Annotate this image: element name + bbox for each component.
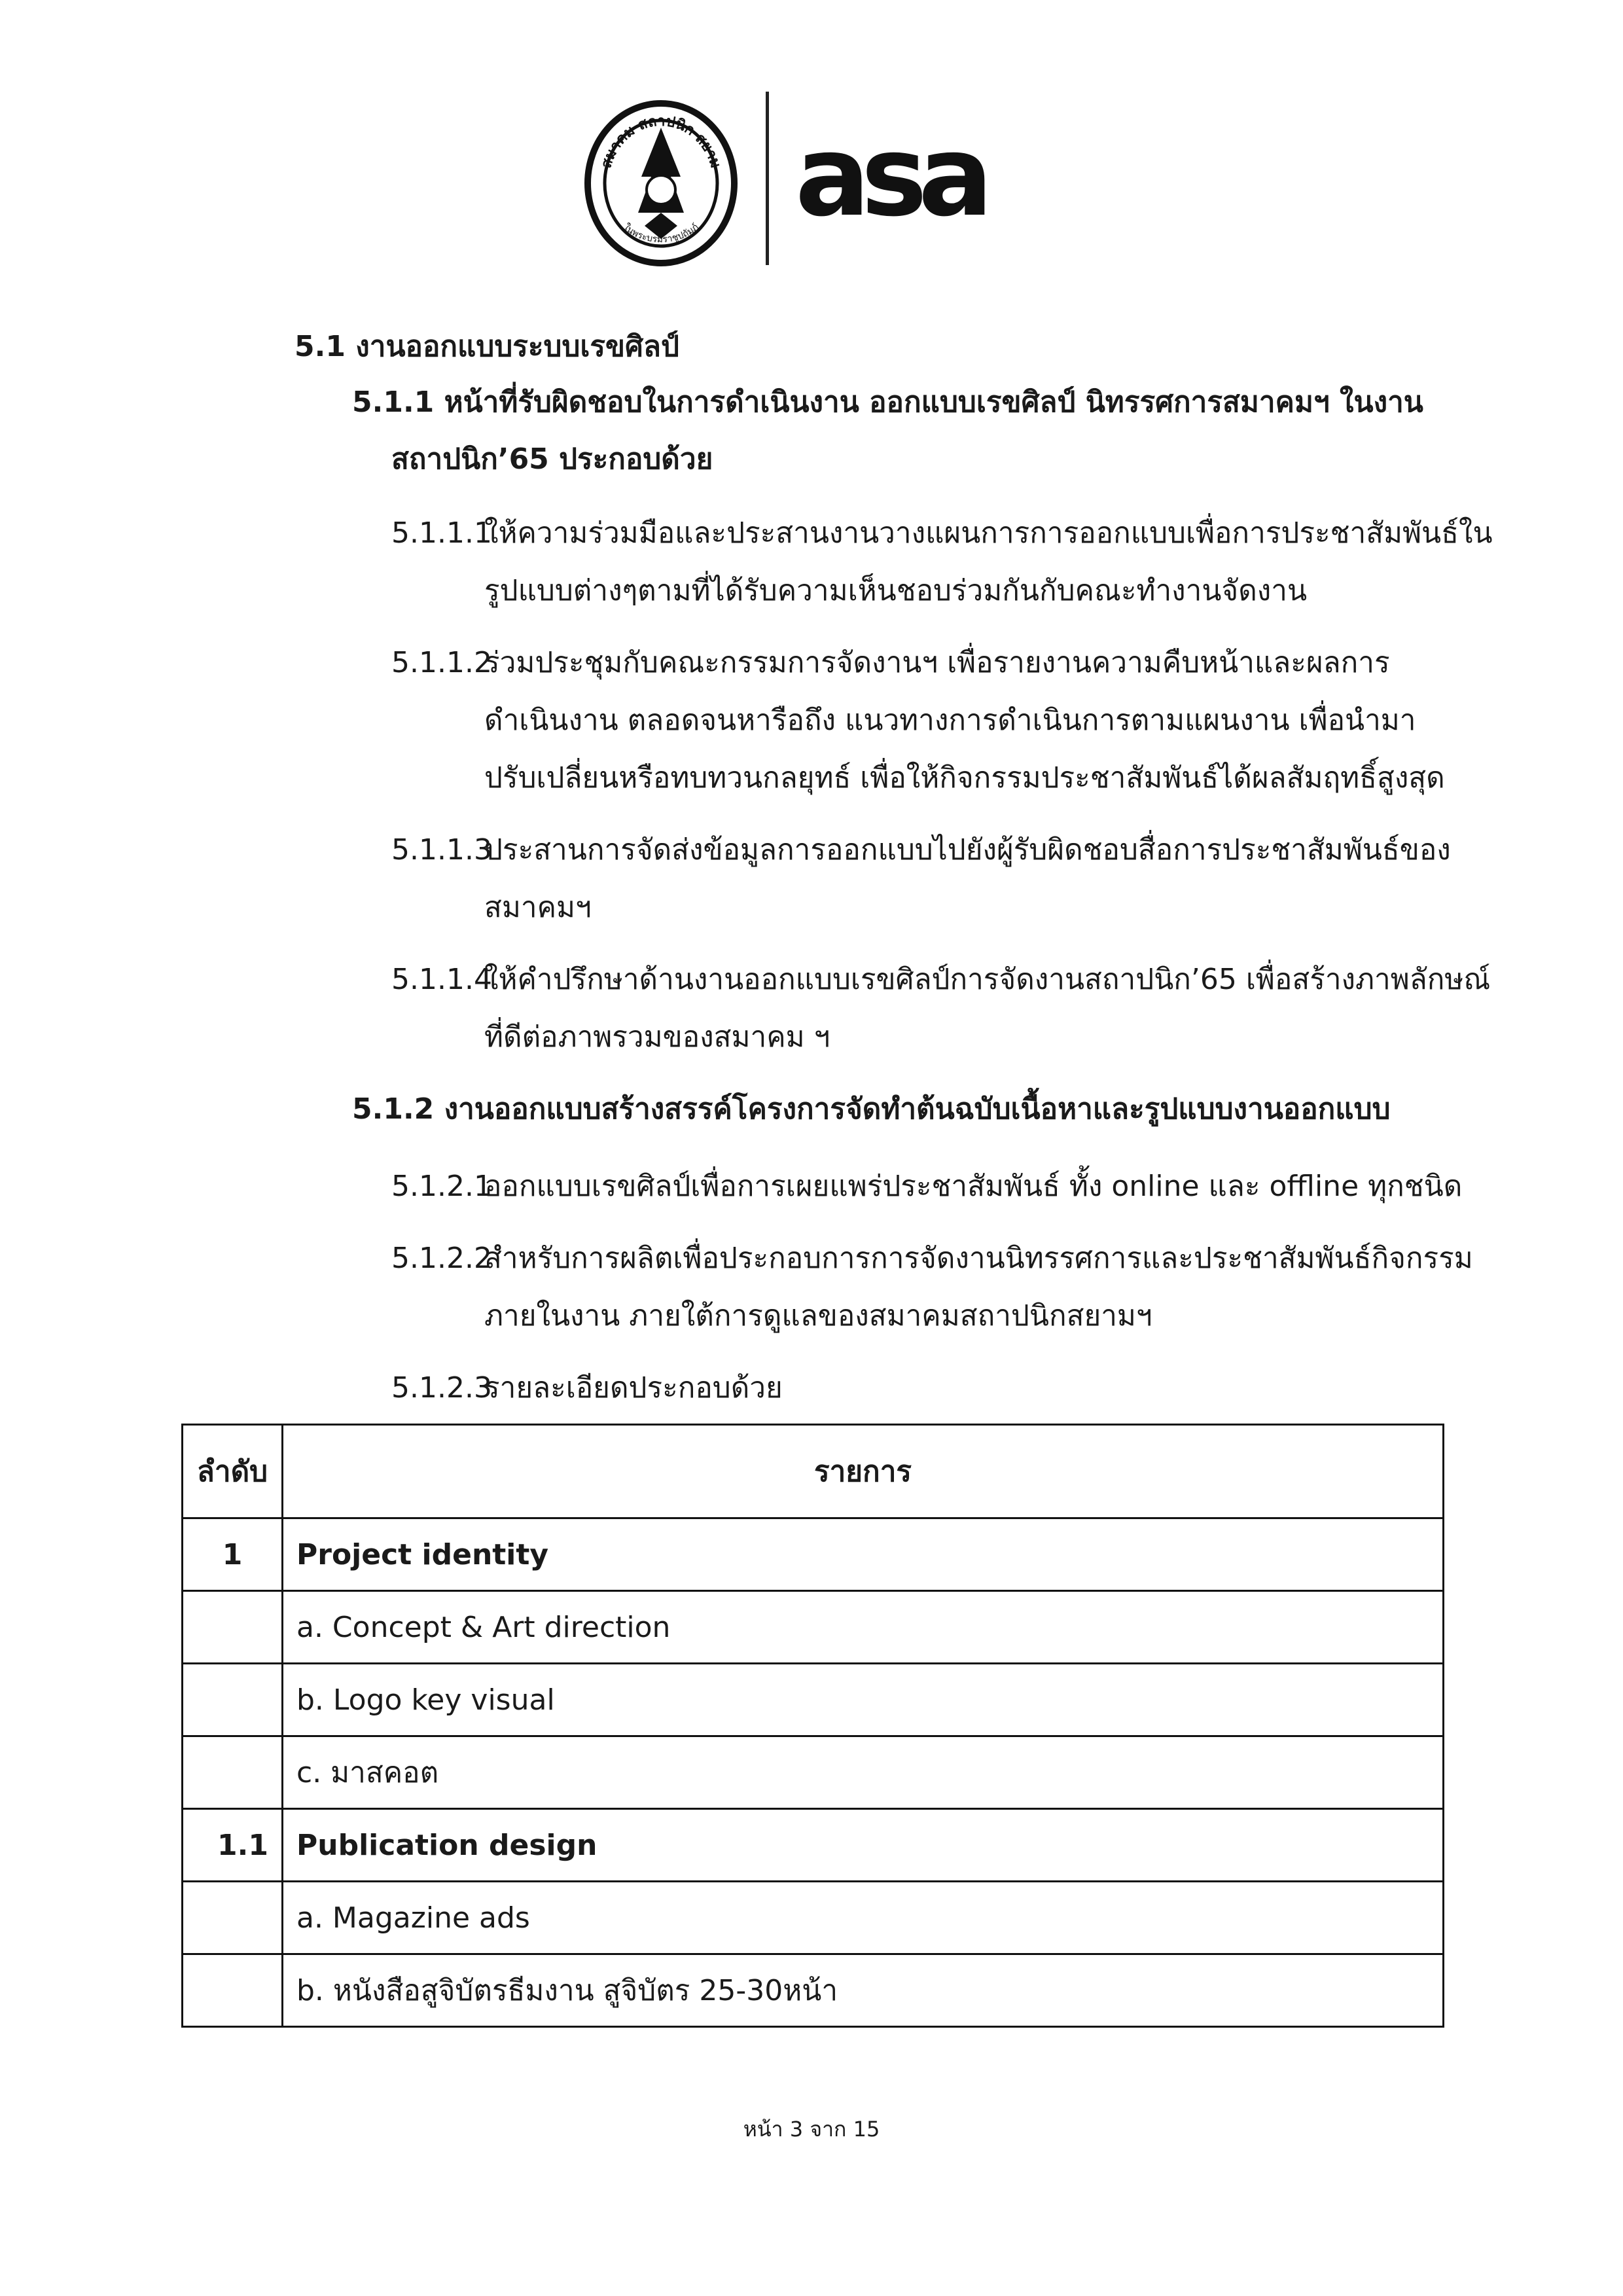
svg-text:สมาคม สถาปนิก สยาม: สมาคม สถาปนิก สยาม	[598, 113, 724, 170]
row-item: Publication design	[283, 1809, 1444, 1882]
item-text: สมาคมฯ	[484, 891, 592, 924]
item-text: ดำเนินงาน ตลอดจนหารือถึง แนวทางการดำเนินการตามแผนงาน เพื่อนำมา	[484, 704, 1416, 737]
row-item: c. มาสคอต	[283, 1736, 1444, 1809]
svg-text:asa: asa	[795, 137, 984, 229]
item-number: 5.1.1.2	[391, 646, 492, 679]
row-item: Project identity	[283, 1518, 1444, 1591]
item-number: 5.1.1.4	[391, 963, 492, 996]
item-text: ประสานการจัดส่งข้อมูลการออกแบบไปยังผู้รับผิดชอบสื่อการประชาสัมพันธ์ของ	[484, 833, 1451, 867]
item-text: ภายในงาน ภายใต้การดูแลของสมาคมสถาปนิกสยามฯ	[484, 1299, 1152, 1333]
item-text: สำหรับการผลิตเพื่อประกอบการการจัดงานนิทรรศการและประชาสัมพันธ์กิจกรรม	[484, 1242, 1473, 1275]
row-number	[183, 1664, 283, 1736]
svg-text:ในพระบรมราชูปถัมภ์: ในพระบรมราชูปถัมภ์	[621, 222, 701, 245]
header-divider	[766, 92, 769, 265]
row-number	[183, 1736, 283, 1809]
column-header-order: ลำดับ	[183, 1425, 283, 1518]
subsection-511-title: 5.1.1 หน้าที่รับผิดชอบในการดำเนินงาน ออกแบบเรขศิลป์ นิทรรศการสมาคมฯ ในงาน	[352, 386, 1423, 419]
row-item: b. Logo key visual	[283, 1664, 1444, 1736]
column-header-item: รายการ	[283, 1425, 1444, 1518]
table-row	[183, 1591, 1444, 1664]
row-number: 1.1	[183, 1809, 283, 1882]
row-number	[183, 1591, 283, 1664]
item-text: รายละเอียดประกอบด้วย	[484, 1371, 783, 1405]
document-header	[0, 92, 1623, 275]
item-number: 5.1.2.1	[391, 1170, 492, 1203]
page-number: หน้า 3 จาก 15	[743, 2117, 880, 2142]
subsection-512-title: 5.1.2 งานออกแบบสร้างสรรค์โครงการจัดทำต้นฉบับเนื้อหาและรูปแบบงานออกแบบ	[352, 1092, 1391, 1126]
table-header-row	[183, 1425, 1444, 1518]
row-item: a. Concept & Art direction	[283, 1591, 1444, 1664]
item-text: ปรับเปลี่ยนหรือทบทวนกลยุทธ์ เพื่อให้กิจกรรมประชาสัมพันธ์ได้ผลสัมฤทธิ์สูงสุด	[484, 761, 1445, 795]
table-row	[183, 1736, 1444, 1809]
row-number	[183, 1882, 283, 1954]
section-title: 5.1 งานออกแบบระบบเรขศิลป์	[294, 330, 679, 363]
asa-seal-logo	[582, 98, 740, 268]
item-text: ให้ความร่วมมือและประสานงานวางแผนการการออกแบบเพื่อการประชาสัมพันธ์ใน	[484, 516, 1493, 550]
item-number: 5.1.1.3	[391, 833, 492, 867]
item-text: รูปแบบต่างๆตามที่ได้รับความเห็นชอบร่วมกันกับคณะทำงานจัดงาน	[484, 574, 1308, 607]
item-text: ที่ดีต่อภาพรวมของสมาคม ฯ	[484, 1020, 830, 1054]
table-row	[183, 1664, 1444, 1736]
table-row	[183, 1518, 1444, 1591]
table-row	[183, 1882, 1444, 1954]
table-row	[183, 1809, 1444, 1882]
asa-brand-logo	[795, 137, 1044, 229]
item-text: ออกแบบเรขศิลป์เพื่อการเผยแพร่ประชาสัมพันธ์ ทั้ง online และ offline ทุกชนิด	[484, 1170, 1463, 1203]
subsection-511-title-cont: สถาปนิก’65 ประกอบด้วย	[391, 442, 713, 476]
row-item: a. Magazine ads	[283, 1882, 1444, 1954]
row-item: b. หนังสือสูจิบัตรธีมงาน สูจิบัตร 25-30หน้า	[283, 1954, 1444, 2027]
item-text: ร่วมประชุมกับคณะกรรมการจัดงานฯ เพื่อรายงานความคืบหน้าและผลการ	[484, 646, 1390, 679]
row-number	[183, 1954, 283, 2027]
item-number: 5.1.2.3	[391, 1371, 492, 1405]
row-number: 1	[183, 1518, 283, 1591]
item-text: ให้คำปรึกษาด้านงานออกแบบเรขศิลป์การจัดงานสถาปนิก’65 เพื่อสร้างภาพลักษณ์	[484, 963, 1491, 996]
item-number: 5.1.1.1	[391, 516, 492, 550]
table-row	[183, 1954, 1444, 2027]
item-number: 5.1.2.2	[391, 1242, 492, 1275]
details-table	[181, 1424, 1444, 2028]
